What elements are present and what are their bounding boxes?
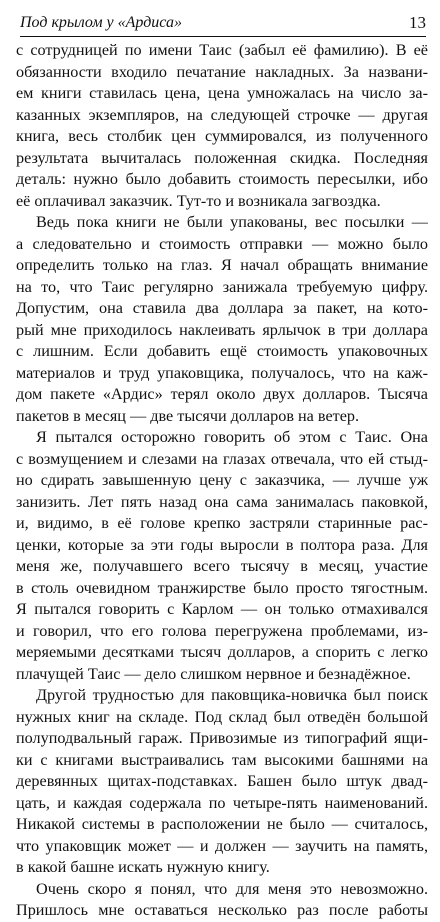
text-line: ки с книгами выстраивались там высокими башнями на <box>16 750 428 769</box>
text-line: Я пытался осторожно говорить об этом с Таис. Она <box>36 428 428 446</box>
text-line: меряемыми десятками тысяч долларов, а спорить с легко <box>16 643 428 661</box>
text-line: и, видимо, в её голове крепко застряли старинные рас- <box>16 514 428 532</box>
text-line: плачущей Таис — дело слишком нервное и безнадёжное. <box>16 664 411 683</box>
text-line: Я пытался говорить с Карлом — он только отмахивался <box>16 600 428 618</box>
text-line: занизить. Лет пять назад она сама занималась паковкой, <box>16 492 428 511</box>
text-line: но сдирать завышенную цену с заказчика, — лучше уж <box>16 471 428 489</box>
text-line: в какой башне искать нужную книгу. <box>16 858 270 876</box>
text-line: что упаковщик может — и должен — заучить на память, <box>16 836 428 855</box>
text-line: нужных книг на складе. Под склад был отведён большой <box>16 707 428 726</box>
text-line: а следовательно и стоимость отправки — можно было <box>16 234 428 253</box>
text-line: Ведь пока книги не были упакованы, вес посылки — <box>36 213 428 231</box>
text-line: на то, что Таис регулярно занижала требуемую цифру. <box>16 277 428 296</box>
text-line: с возмущением и слезами на глазах отвечала, что ей стыд- <box>16 449 428 468</box>
page-number: 13 <box>409 13 426 32</box>
text-line: Другой трудностью для паковщика-новичка был поиск <box>36 686 428 704</box>
text-line: её оплачивал заказчик. Тут-то и возникала загвоздка. <box>16 191 381 210</box>
text-line: результата вычиталась положенная скидка. Последняя <box>16 148 428 167</box>
text-line: деревянных щитах-подставках. Башен было штук двад- <box>16 772 428 790</box>
text-line: цать, и каждая содержала по четыре-пять наименований. <box>16 793 428 812</box>
text-line: обязанности входило печатание накладных. За названи- <box>16 62 428 81</box>
text-line: ценки, которые за эти годы выросли в полтора раза. Для <box>16 535 428 554</box>
text-line: Никакой системы в расположении не было — считалось, <box>16 815 428 833</box>
text-line: Допустим, она ставила два доллара за пакет, на кото- <box>16 299 428 317</box>
text-line: меня же, получавшего всего тысячу в месяц, участие <box>16 557 428 575</box>
text-line: дом пакете «Ардис» терял около двух долларов. Тысяча <box>16 385 428 403</box>
body-text <box>16 40 428 922</box>
text-line: пакетов в месяц — две тысячи долларов на ветер. <box>16 406 360 425</box>
text-line: казанных экземпляров, на следующей строчке — другая <box>16 105 428 124</box>
text-line: полуподвальный гараж. Привозимые из типографий ящи- <box>16 729 428 747</box>
text-line: Очень скоро я понял, что для меня это невозможно. <box>36 879 428 898</box>
text-line: с сотрудницей по имени Таис (забыл её фамилию). В её <box>16 41 428 59</box>
text-line: в столь очевидном транжирстве было просто тягостным. <box>16 578 428 597</box>
text-line: определить только на глаз. Я начал обращать внимание <box>16 256 428 274</box>
text-line: рый мне приходилось наклеивать ярлычок в три доллара <box>16 320 428 339</box>
text-line: с лишним. Если добавить ещё стоимость упаковочных <box>16 342 428 360</box>
running-header <box>20 8 426 37</box>
text-line: и говорил, что его голова перегружена проблемами, из- <box>16 621 428 640</box>
text-line: деталь: нужно было добавить стоимость пересылки, ибо <box>16 170 428 188</box>
text-line: книга, весь столбик цен суммировался, из полученного <box>16 127 428 145</box>
text-line: Пришлось мне оставаться несколько раз после работы <box>16 901 428 919</box>
text-line: материалов и труд упаковщика, получалось, что на каж- <box>16 363 428 382</box>
text-line: ем книги ставилась цена, цена умножалась на число за- <box>16 84 428 102</box>
running-title: Под крылом у «Ардиса» <box>20 14 182 31</box>
